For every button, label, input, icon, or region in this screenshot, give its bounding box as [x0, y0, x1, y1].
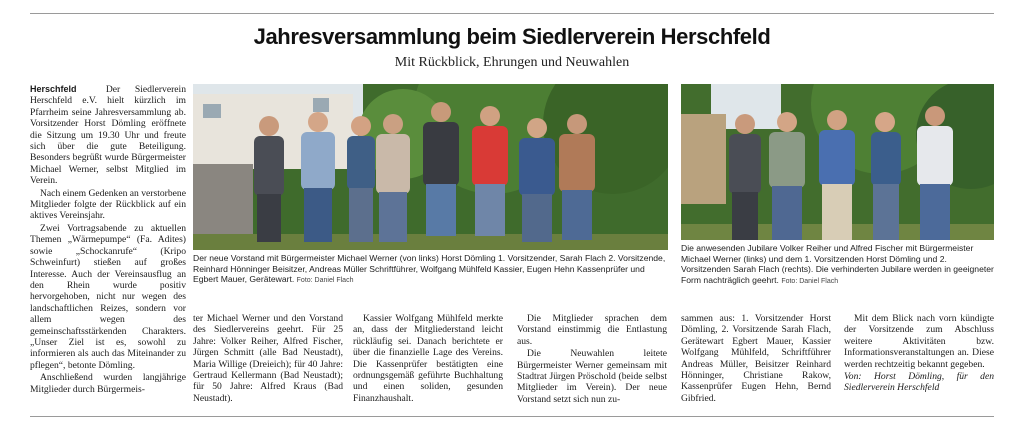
author-credit: Von: Horst Dömling, für den Siedlerverein Herschfeld: [844, 371, 994, 394]
photo-caption-board: Der neue Vorstand mit Bürgermeister Michael Werner (von links) Horst Dömling 1. Vorsitzender, Sarah Flach 2. Vorsitzende, Reinhard Hönninger Beisitzer, Andreas Müller Schriftführer, Wolfgang Mühlfeld Kassier, Eugen Hehn Kassenprüfer und Egbert Mauer, Gerätewart. Foto: Daniel Flach: [193, 253, 666, 285]
paragraph: Anschließend wurden langjährige Mitglieder durch Bürgermeis-: [30, 372, 186, 395]
paragraph: Nach einem Gedenken an verstorbene Mitglieder folgte der Rückblick auf ein aktives Vereinsjahr.: [30, 187, 186, 222]
photo-jubilees: [681, 84, 994, 240]
article-column-4: [517, 313, 667, 405]
paragraph: Zwei Vortragsabende zu aktuellen Themen „Wärmepumpe“ (Fa. Adites) sowie „Schockanrufe“ (Kripo Schweinfurt) stießen auf großes Interesse. Auch der Vereinsausflug an den Rhein wurde positiv hervorgehoben, nicht nur wegen des landschaftlichen Reizes, sondern vor allem wegen des gemeinschaftsstärkenden Charakters. „Unser Ziel ist es, sowohl zu informieren als auch das Miteinander zu pflegen“, betonte Dömling.: [30, 222, 186, 371]
article-column-1: [30, 84, 186, 395]
photo-caption-jubilees: Die anwesenden Jubilare Volker Reiher und Alfred Fischer mit Bürgermeister Michael Werner (links) und dem 1. Vorsitzenden Horst Dömling und 2. Vorsitzenden Sarah Flach (rechts). Die verhinderten Jubilare werden in geeigneter Form nachträglich geehrt. Foto: Daniel Flach: [681, 243, 994, 285]
intro-paragraph: Der Siedlerverein Herschfeld e.V. hielt kürzlich im Pfarrheim seine Jahresversammlung ab. Vorsitzender Horst Dömling eröffnete die Sitzung um 19.30 Uhr und freute sich über die gute Beteiligung. Besonders begrüßt wurde Bürgermeister Michael Werner, selbst Mitglied im Verein.: [30, 84, 186, 187]
article-column-6: [844, 313, 994, 394]
article-column-3: [353, 313, 503, 404]
dateline: Herschfeld: [30, 84, 77, 94]
paragraph: Die Neuwahlen leitete Bürgermeister Werner gemeinsam mit Stadtrat Jürgen Pröschold (beide selbst Mitglieder im Verein). Der neue Vorstand setzt sich nun zu-: [517, 348, 667, 405]
photo-board: [193, 84, 668, 250]
group-photo-jubilees: [681, 84, 994, 240]
bottom-rule: [30, 416, 994, 417]
paragraph: Mit dem Blick nach vorn kündigte der Vorsitzende zum Abschluss weitere Aktivitäten bzw. Informationsveranstaltungen an. Diese werden rechtzeitig bekannt gegeben.: [844, 313, 994, 370]
paragraph: sammen aus: 1. Vorsitzender Horst Dömling, 2. Vorsitzende Sarah Flach, Gerätewart Egbert Mauer, Kassier Wolfgang Mühlfeld, Schriftführer Andreas Müller, Beisitzer Reinhard Hönninger, Christiane Rakow, Kassenprüfer Eugen Hehn, Bernd Gibfried.: [681, 313, 831, 404]
paragraph: Die Mitglieder sprachen dem Vorstand einstimmig die Entlastung aus.: [517, 313, 667, 347]
paragraph: ter Michael Werner und den Vorstand des Siedlervereins geehrt. Für 25 Jahre: Volker Reiher, Alfred Fischer, Jürgen Schmitt (alle Bad Neustadt), Maria Willige (Dreieich); für 40 Jahre: Gertraud Kellermann (Bad Neustadt); für 50 Jahre: Alfred Kraus (Bad Neustadt).: [193, 313, 343, 404]
article-column-5: [681, 313, 831, 404]
headline: Jahresversammlung beim Siedlerverein Herschfeld: [253, 24, 771, 49]
photo-credit: Foto: Daniel Flach: [781, 277, 839, 285]
paragraph: Kassier Wolfgang Mühlfeld merkte an, dass der Mitgliederstand leicht rückläufig sei. Danach berichtete er über die finanzielle Lage des Vereins. Die Kassenprüfer bestätigten eine ordnungsgemäß geführte Buchhaltung und einen soliden, gesunden Finanzhaushalt.: [353, 313, 503, 404]
photo-credit: Foto: Daniel Flach: [296, 277, 354, 285]
group-photo-board: [193, 84, 668, 250]
top-rule: [30, 13, 994, 14]
article-column-2: [193, 313, 343, 404]
subheadline: Mit Rückblick, Ehrungen und Neuwahlen: [394, 55, 630, 70]
